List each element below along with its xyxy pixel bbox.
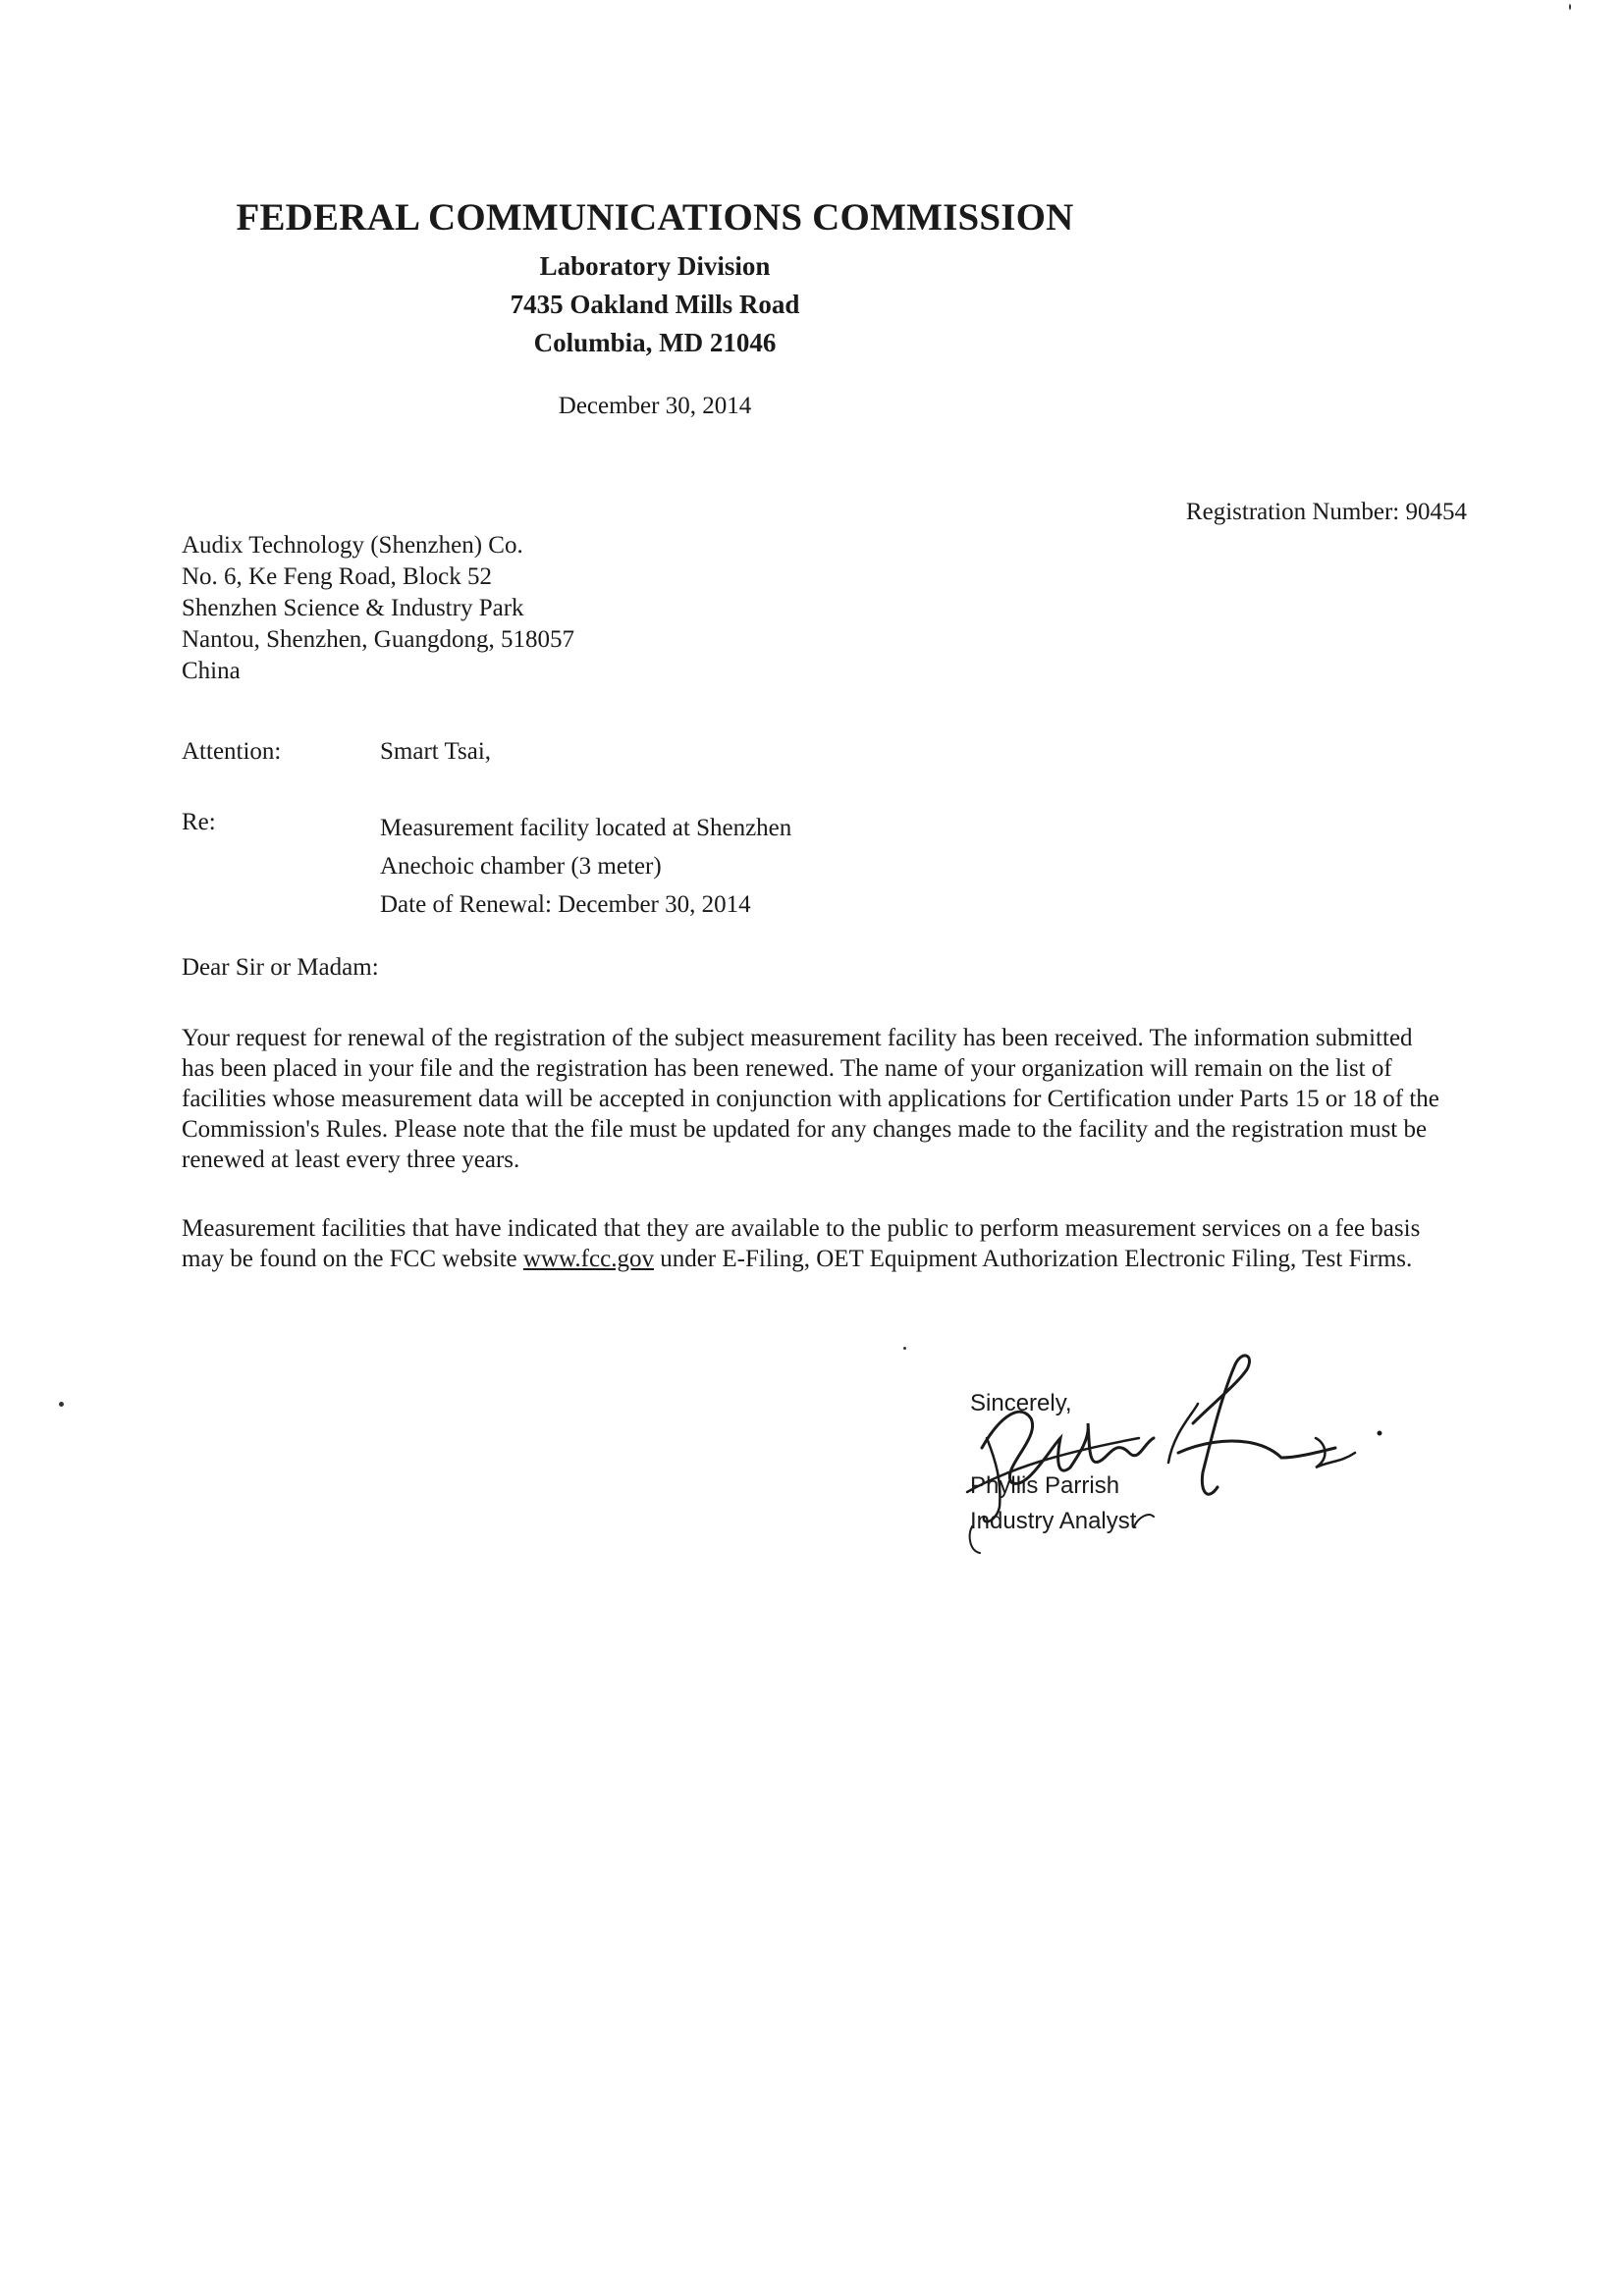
paragraph-2-text: Measurement facilities that have indicated that they are available to the public to perform measurement services on a fee basis may be found on the FCC website	[182, 1215, 1421, 1272]
signer-name: Phyllis Parrish	[970, 1472, 1120, 1499]
body-paragraph-1: Your request for renewal of the registration of the subject measurement facility has been received. The information submitted has been placed in your file and the registration has been renewed. The name of your organization will remain on the list of facilities whose measurement data will be accepted in conjunction with applications for Certification under Parts 15 or 18 of the Commission's Rules. Please note that the file must be updated for any changes made to the facility and the registration must be renewed at least every three years.	[182, 1025, 1439, 1173]
re-label: Re:	[182, 809, 216, 835]
recipient-line: Shenzhen Science & Industry Park	[182, 595, 524, 621]
recipient-line: No. 6, Ke Feng Road, Block 52	[182, 563, 492, 590]
division-name: Laboratory Division	[539, 251, 771, 281]
agency-name: FEDERAL COMMUNICATIONS COMMISSION	[236, 196, 1074, 239]
recipient-line: Audix Technology (Shenzhen) Co.	[182, 532, 523, 559]
street-address: 7435 Oakland Mills Road	[510, 290, 800, 319]
re-line: Measurement facility located at Shenzhen	[380, 815, 792, 841]
fcc-website-link[interactable]: www.fcc.gov	[522, 1246, 654, 1272]
registration-number: Registration Number: 90454	[1185, 499, 1467, 525]
body-paragraph-2	[182, 1213, 1448, 1274]
recipient-address	[182, 530, 574, 687]
re-line: Anechoic chamber (3 meter)	[380, 853, 662, 880]
paragraph-2-text-end: under E-Filing, OET Equipment Authorization Electronic Filing, Test Firms.	[653, 1246, 1413, 1272]
closing-block	[970, 1386, 1136, 1539]
re-lines	[380, 809, 791, 924]
signer-title: Industry Analyst	[970, 1508, 1137, 1534]
city-state-zip: Columbia, MD 21046	[533, 328, 777, 357]
letter-date: December 30, 2014	[558, 393, 752, 419]
scan-speck	[1569, 4, 1571, 10]
re-line: Date of Renewal: December 30, 2014	[380, 891, 751, 918]
letterhead	[0, 188, 1467, 362]
scan-speck	[59, 1402, 64, 1407]
attention-value: Smart Tsai,	[380, 738, 492, 765]
scan-speck	[903, 1347, 906, 1350]
attention-label: Attention:	[182, 738, 282, 765]
salutation: Dear Sir or Madam:	[182, 954, 379, 981]
recipient-line: Nantou, Shenzhen, Guangdong, 518057	[182, 626, 574, 653]
recipient-line: China	[182, 658, 241, 684]
sign-off: Sincerely,	[970, 1390, 1072, 1416]
